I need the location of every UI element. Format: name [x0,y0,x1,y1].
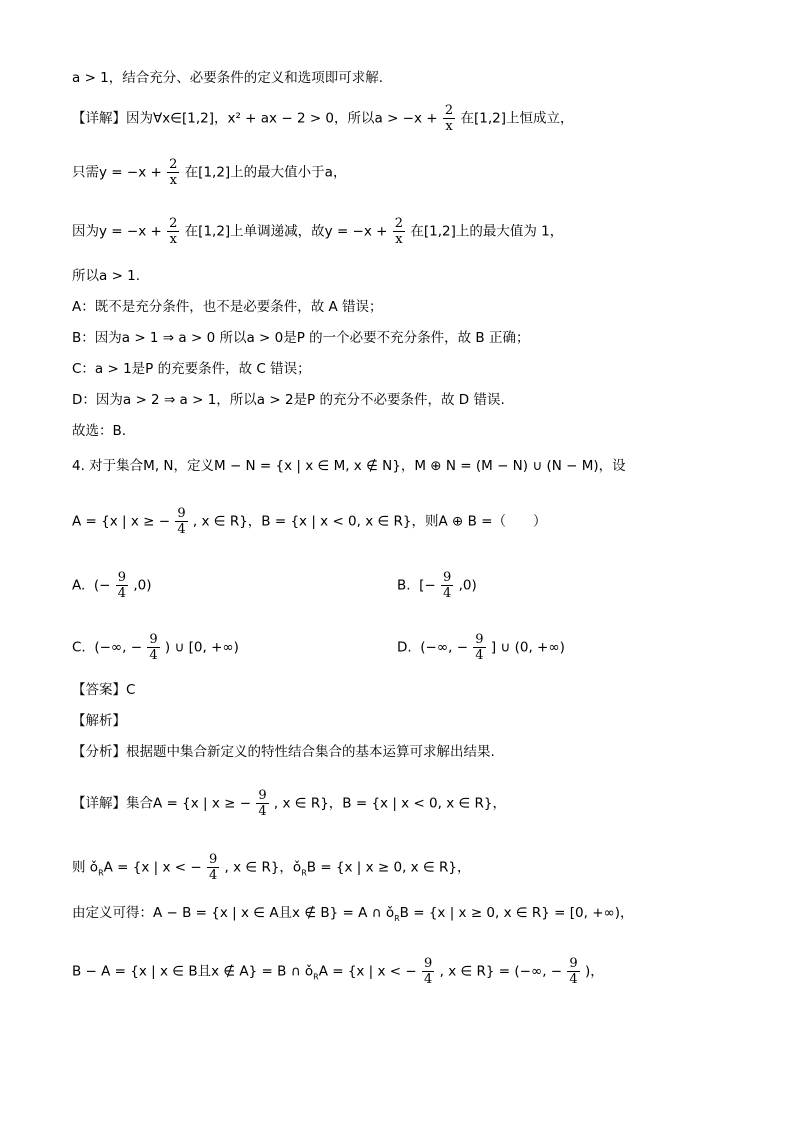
line-2: 【详解】因为∀x∈[1,2]，x² + ax − 2 > 0，所以a > −x + $\frac{2}{x}$ 在[1,2]上恒成立， [72,103,574,134]
fraction: $\frac{9}{4}$ [177,506,186,537]
fraction: $\frac{9}{4}$ [424,956,433,987]
answer: 【答案】C [72,682,136,698]
option-b-explain: B：因为a > 1 ⇒ a > 0 所以a > 0是P 的一个必要不充分条件，故 B 正确； [72,330,530,346]
option-d[interactable]: D. (−∞, − $\frac{9}{4}$ ] ∪ (0, +∞) [397,632,565,663]
option-b[interactable]: B. [− $\frac{9}{4}$ ,0) [397,570,477,601]
fraction: $\frac{2}{x}$ [444,103,454,134]
analysis-fenxi: 【分析】根据题中集合新定义的特性结合集合的基本运算可求解出结果. [72,744,495,760]
fraction: $\frac{9}{4}$ [208,852,218,883]
question-4-sets: A = {x | x ≥ − $\frac{9}{4}$ , x ∈ R}，B = {x | x < 0, x ∈ R}，则A ⊕ B =（ ） [72,506,547,537]
detail-4: B − A = {x | x ∈ B且x ∉ A} = B ∩ $ǒ_RA = \{x$ | x < − $\frac{9}{4}$ , x ∈ R} = (−∞, − $\frac{9}{4}$ )， [72,956,604,987]
question-4: 4. 对于集合M, N，定义M − N = {x | x ∈ M, x ∉ N}，M ⊕ N = (M − N) ∪ (N − M)，设 [72,458,626,474]
analysis-heading: 【解析】 [72,713,126,729]
line-4: 因为y = −x + $\frac{2}{x}$ 在[1,2]上单调递减，故y = −x + $\frac{2}{x}$ 在[1,2]上的最大值为 1， [72,216,564,247]
line-5: 所以a > 1. [72,268,141,284]
fraction: $\frac{2}{x}$ [169,216,178,247]
fraction: $\frac{9}{4}$ [258,788,267,819]
option-c[interactable]: C. (−∞, − $\frac{9}{4}$ ) ∪ [0, +∞) [72,632,239,663]
line-3: 只需y = −x + $\frac{2}{x}$ 在[1,2]上的最大值小于a， [72,157,347,188]
option-d-explain: D：因为a > 2 ⇒ a > 1，所以a > 2是P 的充分不必要条件，故 D 错误. [72,392,505,408]
fraction: $\frac{9}{4}$ [443,570,452,601]
option-a-explain: A：既不是充分条件，也不是必要条件，故 A 错误； [72,299,383,315]
fraction: $\frac{9}{4}$ [569,956,578,987]
fraction: $\frac{2}{x}$ [169,157,178,188]
detail-3: 由定义可得：A − B = {x | x ∈ A且x ∉ B} = A ∩ $ǒ_RB = \{x$ | x ≥ 0, x ∈ R} = [0, +∞)， [72,905,634,923]
line-1: a > 1，结合充分、必要条件的定义和选项即可求解. [72,70,384,86]
fraction: $\frac{9}{4}$ [117,570,127,601]
choice-line: 故选：B. [72,423,127,439]
detail-2: 则 $ǒ_RA = \{x$ | x < − $\frac{9}{4}$ , x ∈ R}，$ǒ_RB = \{x$ | x ≥ 0, x ∈ R}， [72,852,471,883]
fraction: $\frac{9}{4}$ [475,632,484,663]
detail-1: 【详解】集合A = {x | x ≥ − $\frac{9}{4}$ , x ∈ R}，B = {x | x < 0, x ∈ R}， [72,788,507,819]
option-c-explain: C：a > 1是P 的充要条件，故 C 错误； [72,361,311,377]
fraction: $\frac{2}{x}$ [394,216,404,247]
fraction: $\frac{9}{4}$ [149,632,158,663]
option-a[interactable]: A. (− $\frac{9}{4}$ ,0) [72,570,152,601]
